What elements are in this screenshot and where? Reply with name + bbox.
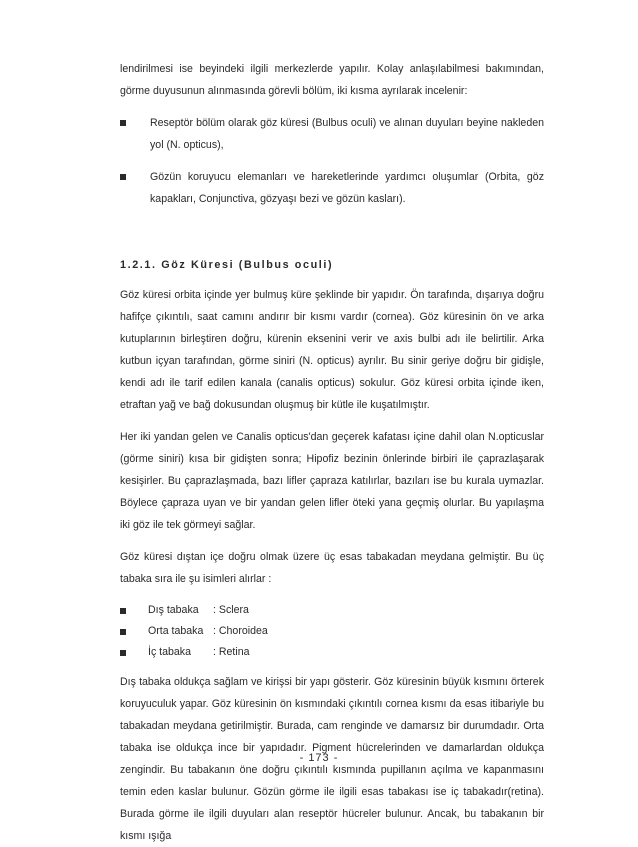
layer-name: Dış tabaka: [148, 604, 199, 616]
layer-name: İç tabaka: [148, 646, 191, 658]
layer-name: Orta tabaka: [148, 625, 204, 637]
body-paragraph: Göz küresi orbita içinde yer bulmuş küre şeklinde bir yapıdır. Ön tarafında, dışarıya doğru hafifçe çıkıntılı, saat camını andırır bir kısmı vardır (cornea). Göz küresinin ön ve arka kutuplarının birleştiren doğru, kürenin eksenini verir ve axis bulbi adı ile belirtilir. Arka kutbun içyan tarafından, görme siniri (N. opticus) ayrılır. Bu sinir geriye doğru bir gidişle, kendi adı ile tarif edilen kanala (canalis opticus) sokulur. Göz küresi orbita içinde iken, etraftan yağ ve bağ dokusundan oluşmuş bir kütle ile kuşatılmıştır.: [120, 289, 544, 411]
layer-list: [120, 602, 544, 661]
page-content: [120, 58, 544, 847]
layer-item: [120, 644, 544, 661]
intro-paragraph: lendirilmesi ise beyindeki ilgili merkezlerde yapılır. Kolay anlaşılabilmesi bakımından, görme duyusunun alınmasında görevli bölüm, iki kısma ayrılarak incelenir:: [120, 63, 544, 97]
bullet-item: [120, 112, 544, 156]
bullet-text: Gözün koruyucu elemanları ve hareketlerinde yardımcı oluşumlar (Orbita, göz kapakları, Conjunctiva, gözyaşı bezi ve gözün kasları).: [150, 171, 544, 205]
bullet-square-icon: [120, 650, 126, 656]
bullet-square-icon: [120, 629, 126, 635]
layer-item: [120, 602, 544, 619]
page-number: - 173 -: [299, 752, 339, 764]
bullet-square-icon: [120, 608, 126, 614]
layer-value: : Retina: [213, 646, 250, 658]
section-heading: 1.2.1. Göz Küresi (Bulbus oculi): [120, 259, 334, 271]
layer-value: : Sclera: [213, 604, 249, 616]
closing-paragraph: Dış tabaka oldukça sağlam ve kirişsi bir yapı gösterir. Göz küresinin büyük kısmını örterek koruyuculuk yapar. Göz küresinin ön kısmındaki çıkıntılı cornea kısmı da esas itibariyle bu tabakadan meydana getirilmiştir. Burada, cam renginde ve damarsız bir durumdadır. Orta tabaka ise oldukça ince bir yapıdadır. Pigment hücrelerinden ve damarlardan oldukça zengindir. Bu tabakanın öne doğru çıkıntılı kısmında pupillanın açılma ve kapanmasını temin eden kaslar bulunur. Gözün görme ile ilgili esas tabakası ise iç tabakadır(retina). Burada görme ile ilgili duyuları alan reseptör hücreler bulunur. Ancak, bu tabakanın bir kısmı ışığa: [120, 676, 544, 842]
body-paragraph: Göz küresi dıştan içe doğru olmak üzere üç esas tabakadan meydana gelmiştir. Bu üç tabaka sıra ile şu isimleri alırlar :: [120, 551, 544, 585]
layer-item: [120, 623, 544, 640]
layer-value: : Choroidea: [213, 625, 268, 637]
bullet-square-icon: [120, 120, 128, 126]
bullet-text: Reseptör bölüm olarak göz küresi (Bulbus oculi) ve alınan duyuları beyine nakleden yol (N. opticus),: [150, 117, 544, 151]
body-paragraph: Her iki yandan gelen ve Canalis opticus'dan geçerek kafatası içine dahil olan N.opticuslar (görme siniri) kısa bir gidişten sonra; Hipofiz bezinin önlerinde birbiri ile çaprazlaşarak kesişirler. Bu çaprazlaşmada, bazı lifler çapraza katılırlar, bazıları ise bu kurala uymazlar. Böylece çapraza uyan ve bir yandan gelen lifler öteki yana geçmiş olurlar. Bu yapılaşma iki göz ile tek görmeyi sağlar.: [120, 431, 544, 531]
bullet-square-icon: [120, 174, 128, 180]
bullet-item: [120, 166, 544, 210]
